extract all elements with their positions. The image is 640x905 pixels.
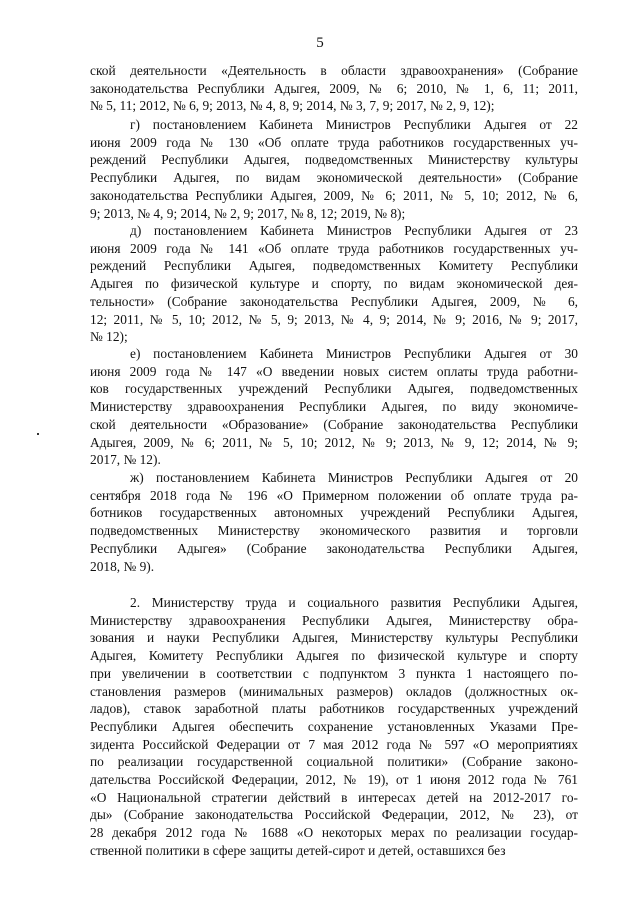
- text-line: подведомственных Министерству экономического развития и торговли: [90, 523, 578, 539]
- text-line: Республики Адыгея, по видам экономической деятельности» (Собрание: [90, 170, 578, 186]
- text-line: Республики Адыгея обеспечить сохранение установленных Указами Пре-: [90, 718, 578, 734]
- text-line: зования и науки Республики Адыгея, Министерству культуры Республики: [90, 630, 578, 646]
- text-line: 2018, № 9).: [90, 558, 155, 574]
- paragraph-item-g: [90, 116, 578, 222]
- text-line: 2. Министерству труда и социального развития Республики Адыгея,: [130, 595, 578, 610]
- page-number: 5: [316, 35, 324, 51]
- text-line: по реализации государственной социальной политики» (Собрание законо-: [90, 754, 578, 770]
- text-line: реждений Республики Адыгея, подведомственных Министерству культуры: [90, 152, 578, 168]
- text-line: тельности» (Собрание законодательства Республики Адыгея, 2009, № 6,: [90, 293, 578, 309]
- text-line: июня 2009 года № 147 «О введении новых систем оплаты труда работни-: [90, 363, 578, 379]
- paragraph-item-d: [90, 222, 578, 346]
- text-line: Министерству здравоохранения Республики Адыгея, по виду экономиче-: [90, 399, 578, 415]
- text-line: д) постановлением Кабинета Министров Республики Адыгея от 23: [130, 223, 578, 238]
- text-line: июня 2009 года № 141 «Об оплате труда работников государственных уч-: [90, 240, 578, 256]
- text-line: дательства Российской Федерации, 2012, № 19), от 1 июня 2012 года № 761: [90, 772, 578, 788]
- text-line: № 12);: [90, 329, 128, 345]
- text-line: ской деятельности «Образование» (Собрание законодательства Республики: [90, 416, 578, 432]
- text-line: «О Национальной стратегии действий в интересах детей на 2012-2017 го-: [90, 789, 578, 805]
- text-line: Адыгея, 2009, № 6; 2011, № 5, 10; 2012, № 9; 2013, № 9, 12; 2014, № 9;: [90, 434, 578, 450]
- text-line: ботников государственных автономных учреждений Республики Адыгея,: [90, 505, 578, 521]
- text-line: Министерству здравоохранения Республики Адыгея, Министерству обра-: [90, 612, 578, 628]
- text-line: законодательства Республики Адыгея, 2009, № 6; 2011, № 5, 10; 2012, № 6,: [90, 187, 578, 203]
- text-line: Адыгея, Комитету Республики Адыгея по физической культуре и спорту: [90, 648, 578, 664]
- text-line: становления размеров (минимальных размеров) окладов (должностных ок-: [90, 683, 578, 699]
- text-line: при увеличении в соответствии с подпунктом 3 пункта 1 настоящего по-: [90, 665, 578, 681]
- text-line: 2017, № 12).: [90, 452, 161, 468]
- text-line: 12; 2011, № 5, 10; 2012, № 5, 9; 2013, № 4, 9; 2014, № 9; 2016, № 9; 2017,: [90, 311, 578, 327]
- paragraph-item-e: [90, 345, 578, 469]
- text-line: Республики Адыгея» (Собрание законодательства Республики Адыгея,: [90, 540, 578, 556]
- paragraph-item-zh: [90, 469, 578, 575]
- text-line: зидента Российской Федерации от 7 мая 2012 года № 597 «О мероприятиях: [90, 736, 578, 752]
- text-line: июня 2009 года № 130 «Об оплате труда работников государственных уч-: [90, 134, 578, 150]
- stray-mark: [37, 433, 39, 435]
- text-line: г) постановлением Кабинета Министров Республики Адыгея от 22: [130, 117, 578, 132]
- text-line: № 5, 11; 2012, № 6, 9; 2013, № 4, 8, 9; 2014, № 3, 7, 9; 2017, № 2, 9, 12);: [90, 98, 495, 114]
- text-line: сентября 2018 года № 196 «О Примерном положении об оплате труда ра-: [90, 487, 578, 503]
- paragraph-continuation: [90, 62, 578, 115]
- text-line: ской деятельности «Деятельность в области здравоохранения» (Собрание: [90, 63, 578, 78]
- text-line: ды» (Собрание законодательства Российской Федерации, 2012, № 23), от: [90, 807, 578, 823]
- text-line: ладов), ставок заработной платы работников государственных учреждений: [90, 701, 578, 717]
- paragraph-point-2: [90, 594, 578, 860]
- text-line: 9; 2013, № 4, 9; 2014, № 2, 9; 2017, № 8, 12; 2019, № 8);: [90, 205, 406, 221]
- text-line: ж) постановлением Кабинета Министров Республики Адыгея от 20: [130, 470, 578, 485]
- text-line: реждений Республики Адыгея, подведомственных Комитету Республики: [90, 258, 578, 274]
- text-line: законодательства Республики Адыгея, 2009, № 6; 2010, № 1, 6, 11; 2011,: [90, 80, 578, 96]
- text-line: е) постановлением Кабинета Министров Республики Адыгея от 30: [130, 346, 578, 361]
- text-line: 28 декабря 2012 года № 1688 «О некоторых мерах по реализации государ-: [90, 825, 578, 841]
- text-line: ственной политики в сфере защиты детей-сирот и детей, оставшихся без: [90, 842, 506, 858]
- text-line: ков государственных учреждений Республики Адыгея, подведомственных: [90, 381, 578, 397]
- text-line: Адыгея по физической культуре и спорту, по видам экономической дея-: [90, 276, 578, 292]
